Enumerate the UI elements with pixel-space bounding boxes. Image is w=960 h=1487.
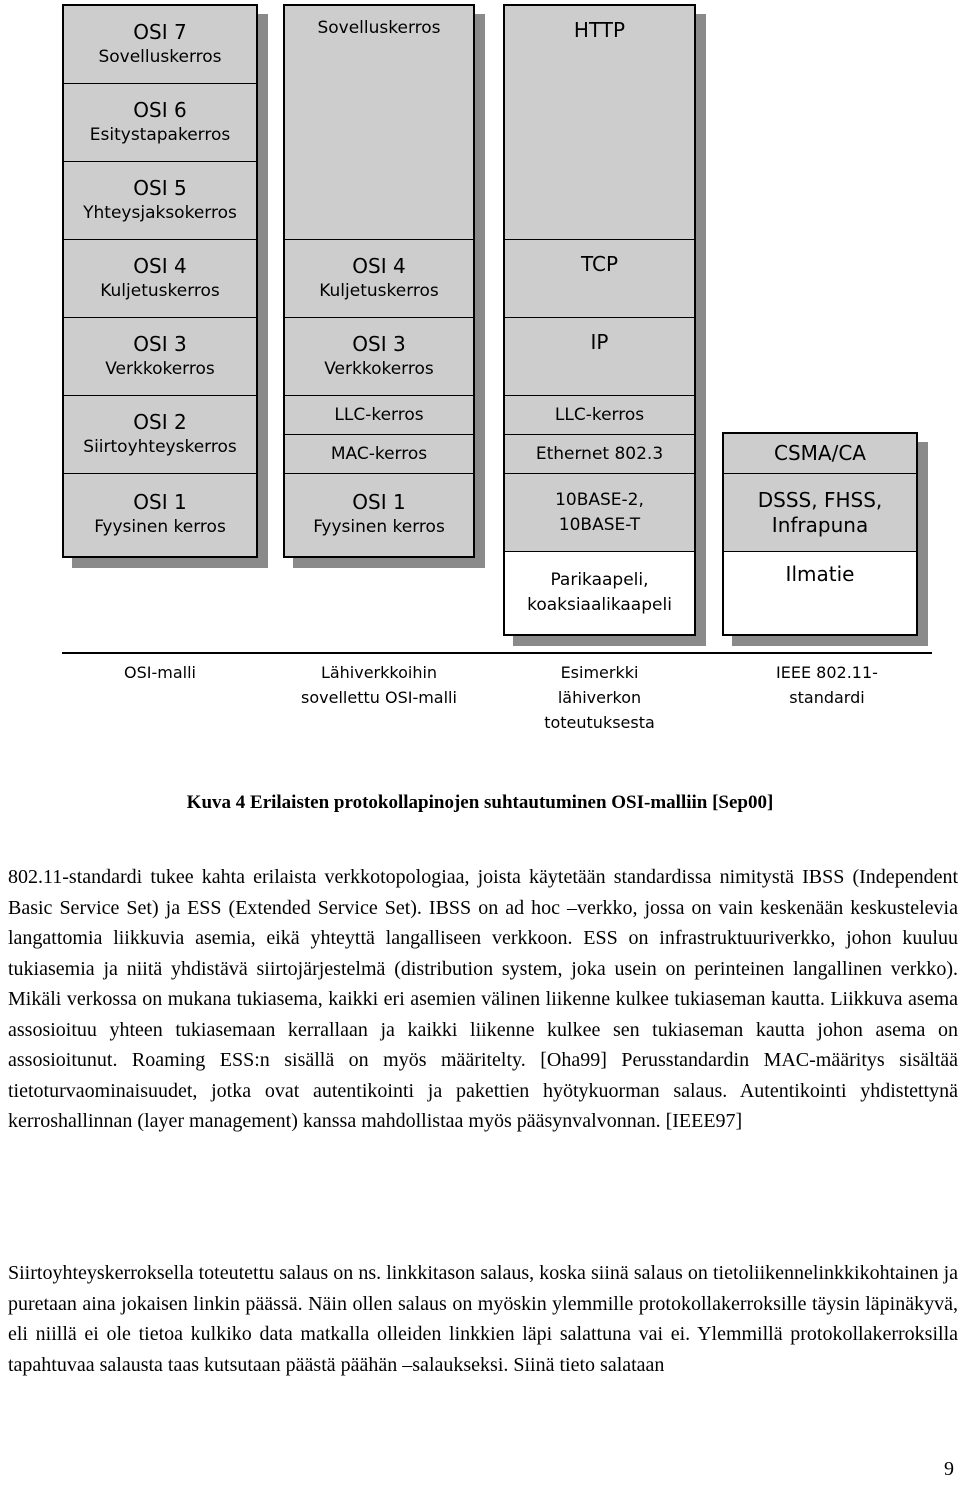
layer-title: Ilmatie (785, 562, 855, 586)
layer-title: HTTP (573, 18, 626, 42)
column-label: Esimerkki lähiverkon toteutuksesta (544, 663, 655, 732)
column-label: IEEE 802.11- standardi (776, 663, 878, 707)
layer-subtitle: Infrapuna (771, 512, 869, 537)
layer-title: OSI 3 (352, 331, 406, 356)
stack-layer (724, 552, 916, 634)
stack-layer (505, 435, 694, 474)
layer-title: Sovelluskerros (317, 18, 441, 38)
layer-title: TCP (580, 252, 619, 276)
layer-title: IP (590, 330, 609, 354)
figure-caption: Kuva 4 Erilaisten protokollapinojen suhtautuminen OSI-malliin [Sep00] (186, 792, 774, 813)
stack-layer (64, 84, 256, 162)
stack-layer (285, 6, 473, 240)
layer-title: OSI 3 (133, 331, 187, 356)
layer-title: CSMA/CA (774, 441, 866, 465)
layer-title: MAC-kerros (330, 443, 428, 464)
layer-subtitle: Siirtoyhteyskerros (83, 436, 237, 457)
stack-layer (505, 6, 694, 240)
layer-subtitle: Sovelluskerros (98, 46, 222, 67)
body-paragraph: 802.11-standardi tukee kahta erilaista verkkotopologiaa, joista käytetään standardissa nimitystä IBSS (Independent Basic Service Set) ja ESS (Extended Service Set). IBSS on ad hoc –verkko, jossa on vain keskenään keskustelevia langattomia liikkuvia asemia, eikä yhteyttä langalliseen verkkoon. ESS on infrastruktuuriverkko, johon kuuluu tukiasemia ja niitä yhdistävä siirtojärjestelmä (distribution system, joka usein on perinteinen langallinen verkko). Mikäli verkossa on mukana tukiasema, kaikki eri asemien välinen liikenne kulkee tukiaseman kautta. Liikkuva asema assosioituu yhteen tukiasemaan kerrallaan ja kaikki liikenne kulkee sen tukiaseman kautta johon asema on assosioitunut. Roaming ESS:n sisällä on myös määritelty. [Oha99] Perusstandardin MAC-määritys sisältää tietoturvaominaisuudet, jotka ovat autentikointi ja pakettien hyötykuorman salaus. Autentikointi yhdistettynä kerroshallinnan (layer management) kanssa mahdollistaa myös pääsynvalvonnan. [IEEE97] (8, 866, 958, 1132)
layer-subtitle: Verkkokerros (324, 358, 434, 379)
stack-layer (285, 435, 473, 474)
layer-subtitle: Esitystapakerros (89, 124, 231, 145)
column-label: OSI-malli (124, 663, 196, 682)
layer-subtitle: Yhteysjaksokerros (83, 202, 237, 223)
stack-osi-model (62, 4, 258, 558)
layer-subtitle: Fyysinen kerros (94, 517, 226, 537)
stack-layer (64, 162, 256, 240)
layer-title: OSI 5 (133, 175, 187, 200)
stack-layer (64, 396, 256, 474)
layer-title: OSI 2 (133, 409, 187, 434)
body-paragraph: Siirtoyhteyskerroksella toteutettu salaus on ns. linkkitason salaus, koska siinä salaus on tietoliikennelinkkikohtainen ja puretaan aina jokaisen linkin päässä. Näin ollen salaus on myöskin ylemmille protokollakerroksille täysin läpinäkyvä, eli niillä ei ole tietoa kulkiko data matkalla olleiden linkkien läpi salattuna vai ei. Ylemmillä protokollakerroksilla tapahtuvaa salausta taas kutsutaan päästä päähän –salaukseksi. Siinä tieto salataan (8, 1262, 958, 1376)
layer-title: OSI 7 (133, 19, 187, 44)
stack-layer (505, 318, 694, 396)
stack-layer (64, 6, 256, 84)
layer-title: LLC-kerros (334, 404, 424, 425)
layer-title: DSSS, FHSS, (757, 487, 883, 512)
layer-title: OSI 1 (352, 490, 406, 514)
stack-layer (724, 474, 916, 552)
layer-title: Ethernet 802.3 (535, 443, 664, 464)
layer-title: Parikaapeli, (550, 570, 649, 590)
layer-title: OSI 1 (133, 490, 187, 514)
stack-layer (285, 318, 473, 396)
stack-layer (285, 240, 473, 318)
stack-ieee-80211 (722, 432, 918, 636)
layer-subtitle: 10BASE-T (558, 514, 641, 535)
layer-title: 10BASE-2, (555, 489, 644, 510)
column-label: Lähiverkkoihin sovellettu OSI-malli (301, 663, 457, 707)
stack-layer (724, 434, 916, 474)
stack-layer (505, 552, 694, 634)
stack-layer (285, 474, 473, 556)
layer-subtitle: Kuljetuskerros (319, 280, 439, 301)
layer-subtitle: Fyysinen kerros (313, 517, 445, 537)
stack-layer (505, 240, 694, 318)
layer-title: OSI 4 (352, 253, 406, 278)
layer-subtitle: koaksiaalikaapeli (527, 595, 672, 615)
stack-layer (64, 240, 256, 318)
stack-layer (64, 318, 256, 396)
page-number: 9 (944, 1458, 954, 1480)
stack-layer (285, 396, 473, 435)
layer-title: LLC-kerros (554, 404, 645, 425)
layer-title: OSI 4 (133, 253, 187, 278)
stack-layer (64, 474, 256, 556)
layer-title: OSI 6 (133, 97, 187, 122)
stack-layer (505, 474, 694, 552)
stack-layer (505, 396, 694, 435)
layer-subtitle: Verkkokerros (105, 358, 215, 379)
stack-lan-osi-model (283, 4, 475, 558)
stack-lan-example (503, 4, 696, 636)
diagram-baseline (62, 652, 932, 654)
layer-subtitle: Kuljetuskerros (100, 280, 220, 301)
